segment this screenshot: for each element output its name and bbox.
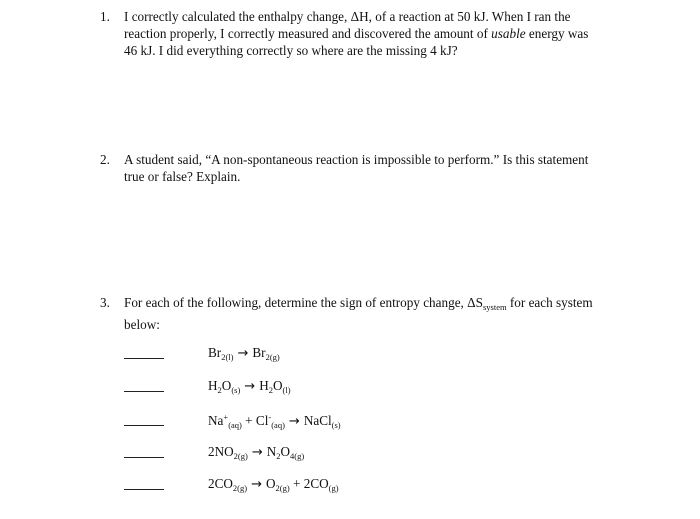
- question-3: [100, 294, 620, 333]
- reaction-equation: $H_2O_{(s)} \to H_2O_{(l)}$: [208, 378, 291, 395]
- reaction-equation: $Br_{2(l)} \to Br_{2(g)}$: [208, 345, 280, 362]
- arrow-icon: →: [251, 477, 262, 492]
- reaction-equation: $2NO_{2(g)} \to N_2O_{4(g)}$: [208, 444, 305, 461]
- answer-blank[interactable]: [124, 425, 164, 426]
- arrow-icon: →: [251, 445, 263, 460]
- question-1: [100, 8, 620, 59]
- question-number: 1.: [100, 9, 110, 24]
- arrow-icon: →: [237, 346, 249, 361]
- answer-blank[interactable]: [124, 489, 164, 490]
- question-text: I correctly calculated the enthalpy change, ΔH, of a reaction at 50 kJ. When I ran the reaction properly, I correctly measured and discovered the amount of usable energy was 46 kJ. I did everything correctly so where are the missing 4 kJ?: [124, 9, 589, 58]
- question-2: [100, 151, 620, 185]
- answer-blank[interactable]: [124, 457, 164, 458]
- arrow-icon: →: [288, 414, 300, 429]
- question-number: 3.: [100, 295, 110, 310]
- question-text: A student said, “A non-spontaneous reaction is impossible to perform.” Is this statement true or false? Explain.: [124, 152, 589, 184]
- question-text: For each of the following, determine the sign of entropy change, $\Delta S_{system}$ for each system below:: [124, 295, 593, 332]
- answer-blank[interactable]: [124, 391, 164, 392]
- reaction-equation: $2CO_{2(g)} \to O_{2(g)} + 2CO_{(g)}$: [208, 476, 339, 493]
- arrow-icon: →: [244, 379, 256, 394]
- answer-blank[interactable]: [124, 358, 164, 359]
- reaction-equation: $Na^+_{(aq)} + Cl^-_{(aq)}$ → NaCl$_{(s)}$: [208, 412, 341, 430]
- question-number: 2.: [100, 152, 110, 167]
